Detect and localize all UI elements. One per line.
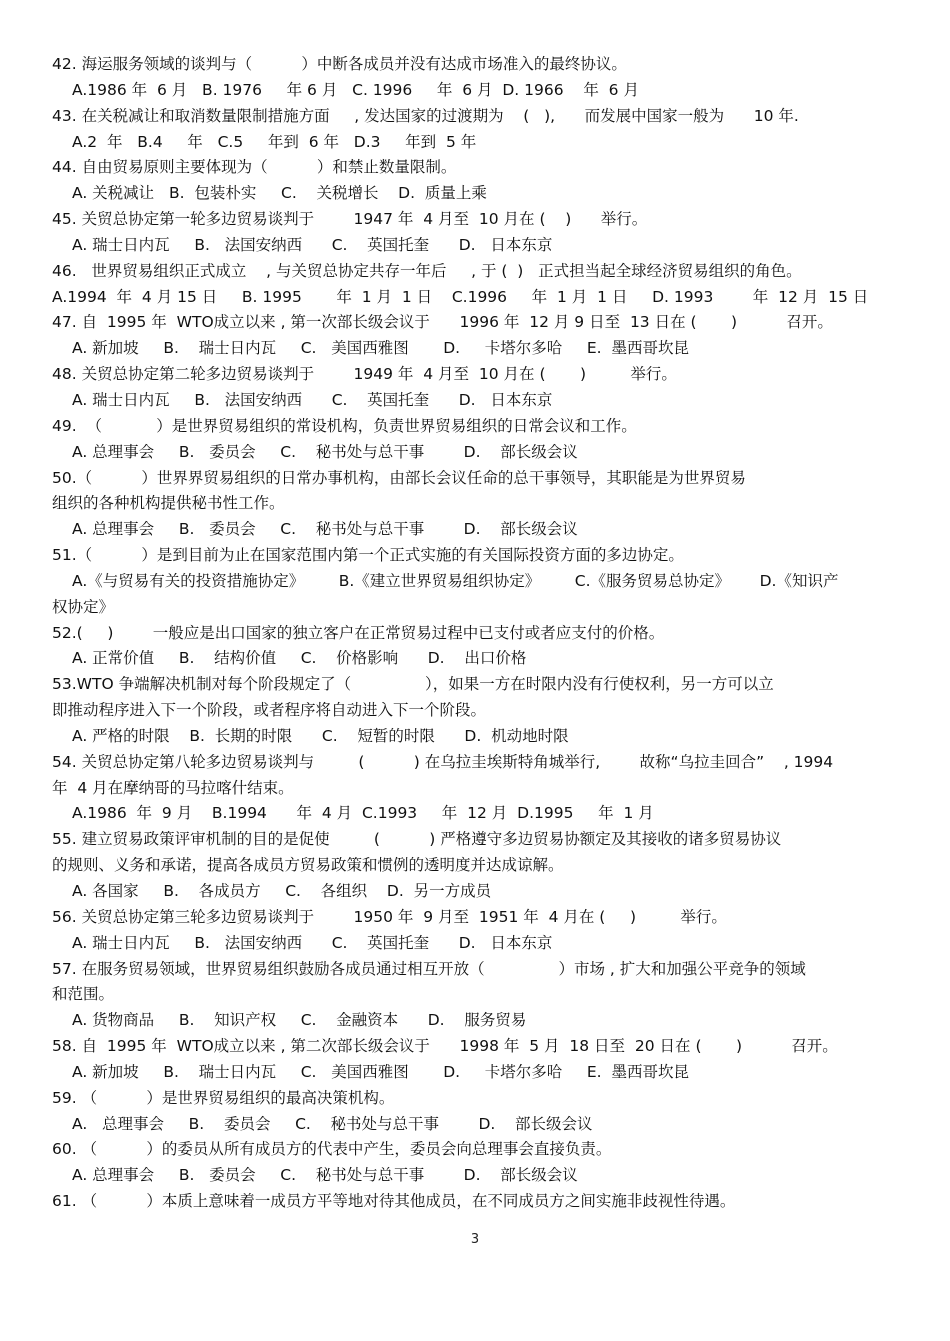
question-text-line: 和范围。	[52, 985, 115, 1004]
question-text-line: 47. 自 1995 年 WTO成立以来 , 第一次部长级会议于 1996 年 12 月 9 日至 13 日在 ( ) 召开。	[52, 313, 833, 332]
answer-options-line: A.《与贸易有关的投资措施协定》 B.《建立世界贸易组织协定》 C.《服务贸易总协定》 D.《知识产	[72, 571, 839, 590]
question-text-line: 42. 海运服务领域的谈判与（ ）中断各成员并没有达成市场准入的最终协议。	[52, 55, 627, 73]
question-text-line: 54. 关贸总协定第八轮多边贸易谈判与 ( ) 在乌拉圭埃斯特角城举行, 故称“乌拉圭回合” , 1994	[52, 752, 834, 771]
answer-options-line: A. 瑞士日内瓦 B. 法国安纳西 C. 英国托奎 D. 日本东京	[72, 390, 553, 409]
question-text-line: 权协定》	[52, 597, 115, 616]
question-text-line: 53.WTO 争端解决机制对每个阶段规定了（ ），如果一方在时限内没有行使权利，另一方可以立	[52, 675, 774, 694]
question-text-line: 61. （ ）本质上意味着一成员方平等地对待其他成员，在不同成员方之间实施非歧视性待遇。	[52, 1192, 736, 1211]
question-text-line: 46. 世界贸易组织正式成立 , 与关贸总协定共存一年后 , 于 ( ) 正式担当起全球经济贸易组织的角色。	[52, 261, 802, 280]
answer-options-line: A. 总理事会 B. 委员会 C. 秘书处与总干事 D. 部长级会议	[72, 1166, 578, 1185]
answer-options-line: A. 关税减让 B. 包装朴实 C. 关税增长 D. 质量上乘	[72, 184, 487, 203]
question-text-line: 组织的各种机构提供秘书性工作。	[52, 494, 285, 513]
question-text-line: 58. 自 1995 年 WTO成立以来 , 第二次部长级会议于 1998 年 5 月 18 日至 20 日在 ( ) 召开。	[52, 1037, 838, 1056]
answer-options-line: A. 严格的时限 B. 长期的时限 C. 短暂的时限 D. 机动地时限	[72, 726, 569, 745]
answer-options-line: A. 新加坡 B. 瑞士日内瓦 C. 美国西雅图 D. 卡塔尔多哈 E. 墨西哥坎昆	[72, 1062, 689, 1081]
answer-options-line: A. 正常价值 B. 结构价值 C. 价格影响 D. 出口价格	[72, 649, 527, 668]
answer-options-line: A. 瑞士日内瓦 B. 法国安纳西 C. 英国托奎 D. 日本东京	[72, 933, 553, 952]
answer-options-line: A. 总理事会 B. 委员会 C. 秘书处与总干事 D. 部长级会议	[72, 442, 578, 461]
answer-options-line: A.1994 年 4 月 15 日 B. 1995 年 1 月 1 日 C.1996 年 1 月 1 日 D. 1993 年 12 月 15 日	[52, 287, 869, 306]
answer-options-line: A.1986 年 6 月 B. 1976 年 6 月 C. 1996 年 6 月 D. 1966 年 6 月	[72, 80, 639, 99]
answer-options-line: A. 各国家 B. 各成员方 C. 各组织 D. 另一方成员	[72, 882, 492, 900]
answer-options-line: A.2 年 B.4 年 C.5 年到 6 年 D.3 年到 5 年	[72, 132, 477, 151]
answer-options-line: A.1986 年 9 月 B.1994 年 4 月 C.1993 年 12 月 D.1995 年 1 月	[72, 804, 654, 823]
question-text-line: 50.（ ）世界界贸易组织的日常办事机构，由部长会议任命的总干事领导，其职能是为世界贸易	[52, 468, 746, 487]
answer-options-line: A. 货物商品 B. 知识产权 C. 金融资本 D. 服务贸易	[72, 1011, 527, 1030]
question-text-line: 49. （ ）是世界贸易组织的常设机构，负责世界贸易组织的日常会议和工作。	[52, 416, 637, 435]
answer-options-line: A. 新加坡 B. 瑞士日内瓦 C. 美国西雅图 D. 卡塔尔多哈 E. 墨西哥坎昆	[72, 339, 689, 358]
answer-options-line: A. 总理事会 B. 委员会 C. 秘书处与总干事 D. 部长级会议	[72, 1114, 593, 1133]
question-text-line: 52.( ) 一般应是出口国家的独立客户在正常贸易过程中已支付或者应支付的价格。	[52, 623, 665, 642]
question-text-line: 48. 关贸总协定第二轮多边贸易谈判于 1949 年 4 月至 10 月在 ( ) 举行。	[52, 365, 677, 384]
question-text-line: 56. 关贸总协定第三轮多边贸易谈判于 1950 年 9 月至 1951 年 4 月在 ( ) 举行。	[52, 907, 727, 926]
page-number: 3	[470, 1232, 480, 1247]
question-text-line: 即推动程序进入下一个阶段，或者程序将自动进入下一个阶段。	[52, 701, 487, 720]
question-text-line: 51.（ ）是到目前为止在国家范围内第一个正式实施的有关国际投资方面的多边协定。	[52, 546, 684, 565]
question-text-line: 43. 在关税减让和取消数量限制措施方面 , 发达国家的过渡期为 ( ), 而发展中国家一般为 10 年.	[52, 106, 799, 125]
question-text-line: 的规则、义务和承诺，提高各成员方贸易政策和惯例的透明度并达成谅解。	[52, 856, 564, 875]
question-text-line: 57. 在服务贸易领域，世界贸易组织鼓励各成员通过相互开放（ ）市场 , 扩大和加强公平竞争的领域	[52, 959, 806, 978]
question-text-line: 59. （ ）是世界贸易组织的最高决策机构。	[52, 1088, 395, 1107]
answer-options-line: A. 瑞士日内瓦 B. 法国安纳西 C. 英国托奎 D. 日本东京	[72, 235, 553, 254]
answer-options-line: A. 总理事会 B. 委员会 C. 秘书处与总干事 D. 部长级会议	[72, 520, 578, 539]
question-text-line: 60. （ ）的委员从所有成员方的代表中产生，委员会向总理事会直接负责。	[52, 1140, 612, 1159]
question-text-line: 55. 建立贸易政策评审机制的目的是促使 ( ) 严格遵守多边贸易协额定及其接收的诸多贸易协议	[52, 830, 782, 849]
question-text-line: 年 4 月在摩纳哥的马拉喀什结束。	[52, 778, 294, 797]
question-list	[0, 52, 950, 1215]
question-text-line: 45. 关贸总协定第一轮多边贸易谈判于 1947 年 4 月至 10 月在 ( ) 举行。	[52, 210, 648, 229]
question-text-line: 44. 自由贸易原则主要体现为（ ）和禁止数量限制。	[52, 158, 457, 177]
